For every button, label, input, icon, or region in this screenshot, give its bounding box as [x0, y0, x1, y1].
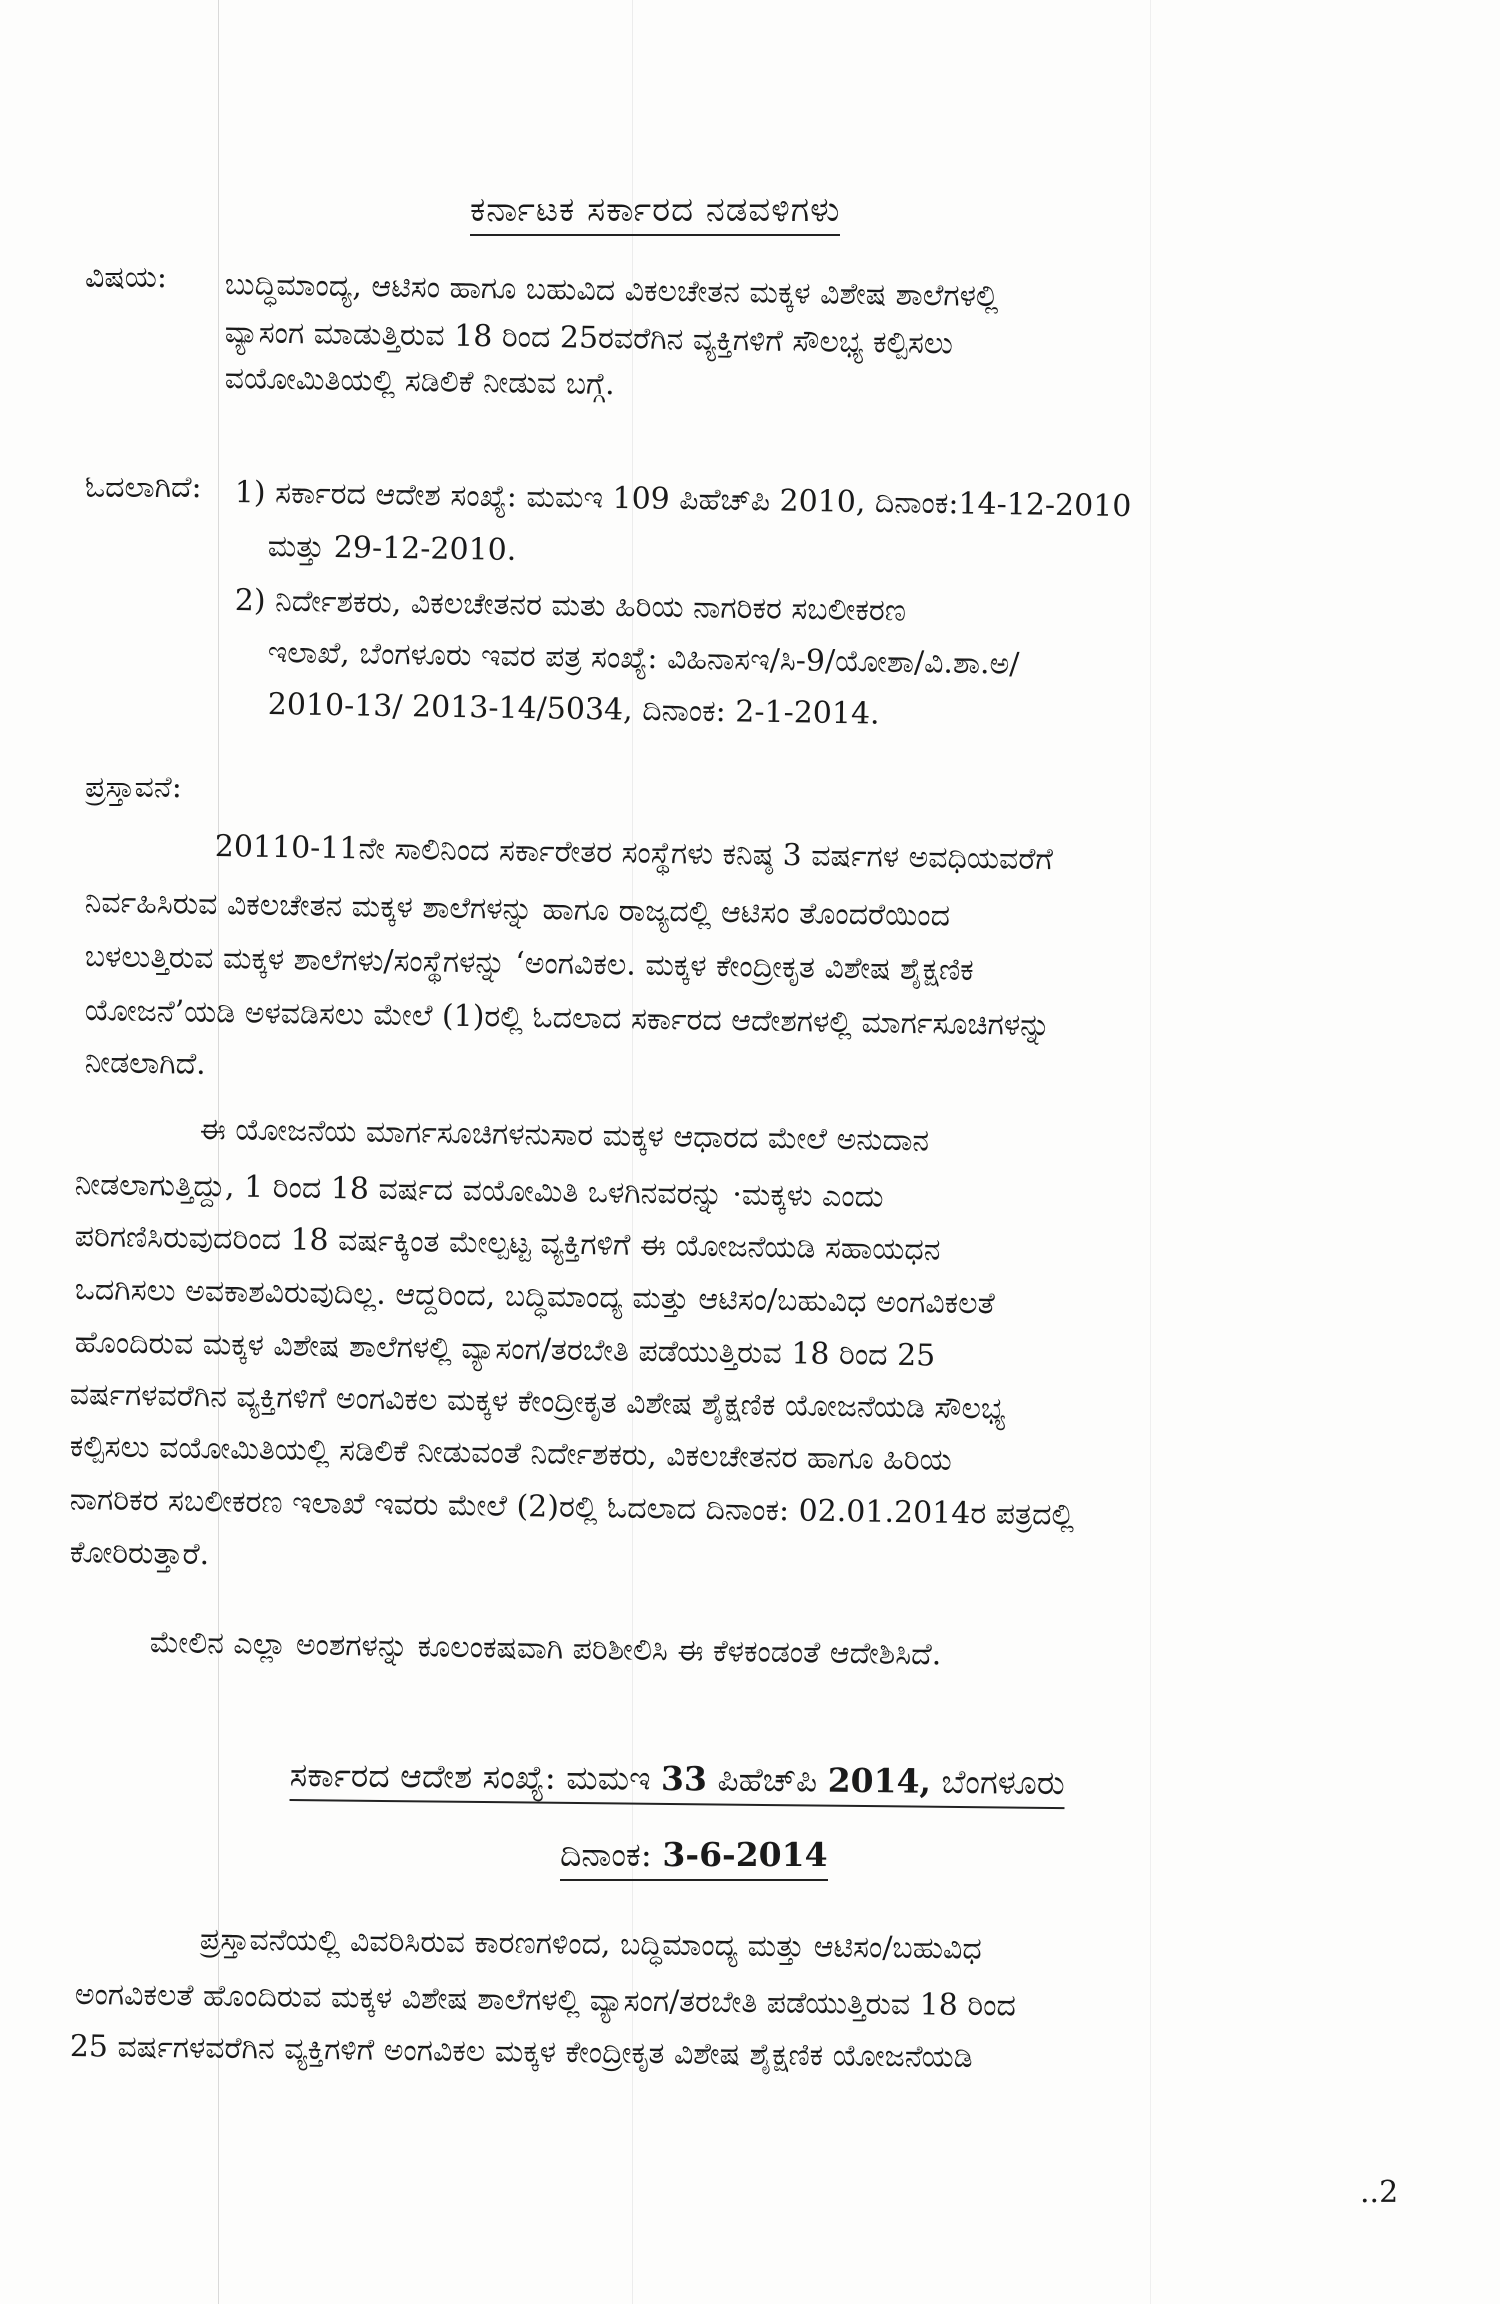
- order-year: 2014,: [827, 1760, 932, 1801]
- subject-line: ಬುದ್ಧಿಮಾಂದ್ಯ, ಆಟಿಸಂ ಹಾಗೂ ಬಹುವಿದ ವಿಕಲಚೇತನ ಮಕ್ಕಳ ವಿಶೇಷ ಶಾಲೆಗಳಲ್ಲಿ: [224, 267, 999, 315]
- order-number: 33: [660, 1758, 708, 1799]
- preamble-paragraph-2-line: ವರ್ಷಗಳವರೆಗಿನ ವ್ಯಕ್ತಿಗಳಿಗೆ ಅಂಗವಿಕಲ ಮಕ್ಕಳ ಕೇಂದ್ರೀಕೃತ ವಿಶೇಷ ಶೈಕ್ಷಣಿಕ ಯೋಜನೆಯಡಿ ಸೌಲಭ್ಯ: [69, 1377, 1006, 1427]
- subject-line: ವಯೋಮಿತಿಯಲ್ಲಿ ಸಡಿಲಿಕೆ ನೀಡುವ ಬಗ್ಗೆ.: [224, 361, 615, 403]
- preamble-paragraph-1-line: ಯೋಜನೆ’ಯಡಿ ಅಳವಡಿಸಲು ಮೇಲೆ (1)ರಲ್ಲಿ ಓದಲಾದ ಸರ್ಕಾರದ ಆದೇಶಗಳಲ್ಲಿ ಮಾರ್ಗಸೂಚಿಗಳನ್ನು: [84, 993, 1051, 1044]
- preamble-paragraph-2-line: ಹೊಂದಿರುವ ಮಕ್ಕಳ ವಿಶೇಷ ಶಾಲೆಗಳಲ್ಲಿ ವ್ಯಾಸಂಗ/ತರಬೇತಿ ಪಡೆಯುತ್ತಿರುವ 18 ರಿಂದ 25: [74, 1325, 936, 1374]
- preamble-paragraph-1-line: ನಿರ್ವಹಿಸಿರುವ ವಿಕಲಚೇತನ ಮಕ್ಕಳ ಶಾಲೆಗಳನ್ನು ಹಾಗೂ ರಾಜ್ಯದಲ್ಲಿ ಆಟಿಸಂ ತೊಂದರೆಯಿಂದ: [84, 885, 951, 934]
- preamble-label: ಪ್ರಸ್ತಾವನೆ:: [85, 770, 182, 805]
- subject-label: ವಿಷಯ:: [85, 260, 167, 295]
- order-body-line: ಅಂಗವಿಕಲತೆ ಹೊಂದಿರುವ ಮಕ್ಕಳ ವಿಶೇಷ ಶಾಲೆಗಳಲ್ಲಿ ವ್ಯಾಸಂಗ/ತರಬೇತಿ ಪಡೆಯುತ್ತಿರುವ 18 ರಿಂದ: [74, 1977, 1017, 2024]
- preamble-paragraph-3-line: ಮೇಲಿನ ಎಲ್ಲಾ ಅಂಶಗಳನ್ನು ಕೂಲಂಕಷವಾಗಿ ಪರಿಶೀಲಿಸಿ ಈ ಕೆಳಕಂಡಂತೆ ಆದೇಶಿಸಿದೆ.: [149, 1625, 942, 1673]
- order-place: ಬೆಂಗಳೂರು: [941, 1761, 1065, 1803]
- preamble-paragraph-2-line: ಈ ಯೋಜನೆಯ ಮಾರ್ಗಸೂಚಿಗಳನುಸಾರ ಮಕ್ಕಳ ಆಧಾರದ ಮೇಲೆ ಅನುದಾನ: [199, 1112, 930, 1159]
- preamble-paragraph-2-line: ಒದಗಿಸಲು ಅವಕಾಶವಿರುವುದಿಲ್ಲ. ಆದ್ದರಿಂದ, ಬದ್ಧಿಮಾಂದ್ಯ ಮತ್ತು ಆಟಿಸಂ/ಬಹುವಿಧ ಅಂಗವಿಕಲತೆ: [74, 1272, 996, 1322]
- preamble-paragraph-2-line: ಪರಿಗಣಿಸಿರುವುದರಿಂದ 18 ವರ್ಷಕ್ಕಿಂತ ಮೇಲ್ಪಟ್ಟ ವ್ಯಕ್ತಿಗಳಿಗೆ ಈ ಯೋಜನೆಯಡಿ ಸಹಾಯಧನ: [74, 1219, 941, 1268]
- order-number-prefix: ಸರ್ಕಾರದ ಆದೇಶ ಸಂಖ್ಯೆ: ಮಮಇ: [289, 1755, 651, 1798]
- order-date-label: ದಿನಾಂಕ:: [560, 1835, 652, 1874]
- preamble-paragraph-2-line: ಕೋರಿರುತ್ತಾರೆ.: [69, 1535, 210, 1573]
- order-number-heading: [290, 1755, 1065, 1809]
- reference-item-2: 2) ನಿರ್ದೇಶಕರು, ವಿಕಲಚೇತನರ ಮತು ಹಿರಿಯ ನಾಗರಿಕರ ಸಬಲೀಕರಣ: [234, 583, 907, 629]
- preamble-paragraph-2-line: ನಾಗರಿಕರ ಸಬಲೀಕರಣ ಇಲಾಖೆ ಇವರು ಮೇಲೆ (2)ರಲ್ಲಿ ಓದಲಾದ ದಿನಾಂಕ: 02.01.2014ರ ಪತ್ರದಲ್ಲಿ: [69, 1482, 1075, 1533]
- order-date-heading: [560, 1835, 828, 1881]
- reference-item-1: 1) ಸರ್ಕಾರದ ಆದೇಶ ಸಂಖ್ಯೆ: ಮಮಇ 109 ಪಿಹೆಚ್‌ಪಿ 2010, ದಿನಾಂಕ:14-12-2010: [234, 475, 1132, 525]
- reference-item-2-continued: ಇಲಾಖೆ, ಬೆಂಗಳೂರು ಇವರ ಪತ್ರ ಸಂಖ್ಯೆ: ವಿಹಿನಾಸಇ/ಸಿ-9/ಯೋಶಾ/ವಿ.ಶಾ.ಅ/: [267, 635, 1020, 682]
- subject-line: ವ್ಯಾಸಂಗ ಮಾಡುತ್ತಿರುವ 18 ರಿಂದ 25ರವರೆಗಿನ ವ್ಯಕ್ತಿಗಳಿಗೆ ಸೌಲಭ್ಯ ಕಲ್ಪಿಸಲು: [224, 315, 954, 362]
- references-label: ಓದಲಾಗಿದೆ:: [85, 470, 202, 505]
- order-body-line: ಪ್ರಸ್ತಾವನೆಯಲ್ಲಿ ವಿವರಿಸಿರುವ ಕಾರಣಗಳಿಂದ, ಬದ್ಧಿಮಾಂದ್ಯ ಮತ್ತು ಆಟಿಸಂ/ಬಹುವಿಧ: [199, 1922, 982, 1967]
- reference-item-1-continued: ಮತ್ತು 29-12-2010.: [267, 529, 517, 568]
- preamble-paragraph-1-line: ಬಳಲುತ್ತಿರುವ ಮಕ್ಕಳ ಶಾಲೆಗಳು/ಸಂಸ್ಥೆಗಳನ್ನು ‘ಅಂಗವಿಕಲ. ಮಕ್ಕಳ ಕೇಂದ್ರೀಕೃತ ವಿಶೇಷ ಶೈಕ್ಷಣಿಕ: [84, 939, 974, 988]
- preamble-paragraph-2-line: ಕಲ್ಪಿಸಲು ವಯೋಮಿತಿಯಲ್ಲಿ ಸಡಿಲಿಕೆ ನೀಡುವಂತೆ ನಿರ್ದೇಶಕರು, ವಿಕಲಚೇತನರ ಹಾಗೂ ಹಿರಿಯ: [69, 1429, 953, 1478]
- preamble-paragraph-1-line: 20110-11ನೇ ಸಾಲಿನಿಂದ ಸರ್ಕಾರೇತರ ಸಂಸ್ಥೆಗಳು ಕನಿಷ್ಠ 3 ವರ್ಷಗಳ ಅವಧಿಯವರೆಗೆ: [214, 829, 1054, 878]
- page-number: ..2: [1360, 2175, 1399, 2210]
- document-title: ಕರ್ನಾಟಕ ಸರ್ಕಾರದ ನಡವಳಿಗಳು: [470, 190, 840, 236]
- reference-item-2-continued: 2010-13/ 2013-14/5034, ದಿನಾಂಕ: 2-1-2014.: [267, 687, 880, 732]
- order-number-mid: ಪಿಹೆಚ್‌ಪಿ: [717, 1759, 818, 1800]
- preamble-paragraph-2-line: ನೀಡಲಾಗುತ್ತಿದ್ದು, 1 ರಿಂದ 18 ವರ್ಷದ ವಯೋಮಿತಿ ಒಳಗಿನವರನ್ನು ·ಮಕ್ಕಳು ಎಂದು: [74, 1167, 884, 1215]
- preamble-paragraph-1-line: ನೀಡಲಾಗಿದೆ.: [84, 1045, 207, 1082]
- order-date-value: 3-6-2014: [662, 1835, 828, 1874]
- order-body-line: 25 ವರ್ಷಗಳವರೆಗಿನ ವ್ಯಕ್ತಿಗಳಿಗೆ ಅಂಗವಿಕಲ ಮಕ್ಕಳ ಕೇಂದ್ರೀಕೃತ ವಿಶೇಷ ಶೈಕ್ಷಣಿಕ ಯೋಜನೆಯಡಿ: [69, 2029, 973, 2076]
- scan-fold-line: [218, 0, 219, 2304]
